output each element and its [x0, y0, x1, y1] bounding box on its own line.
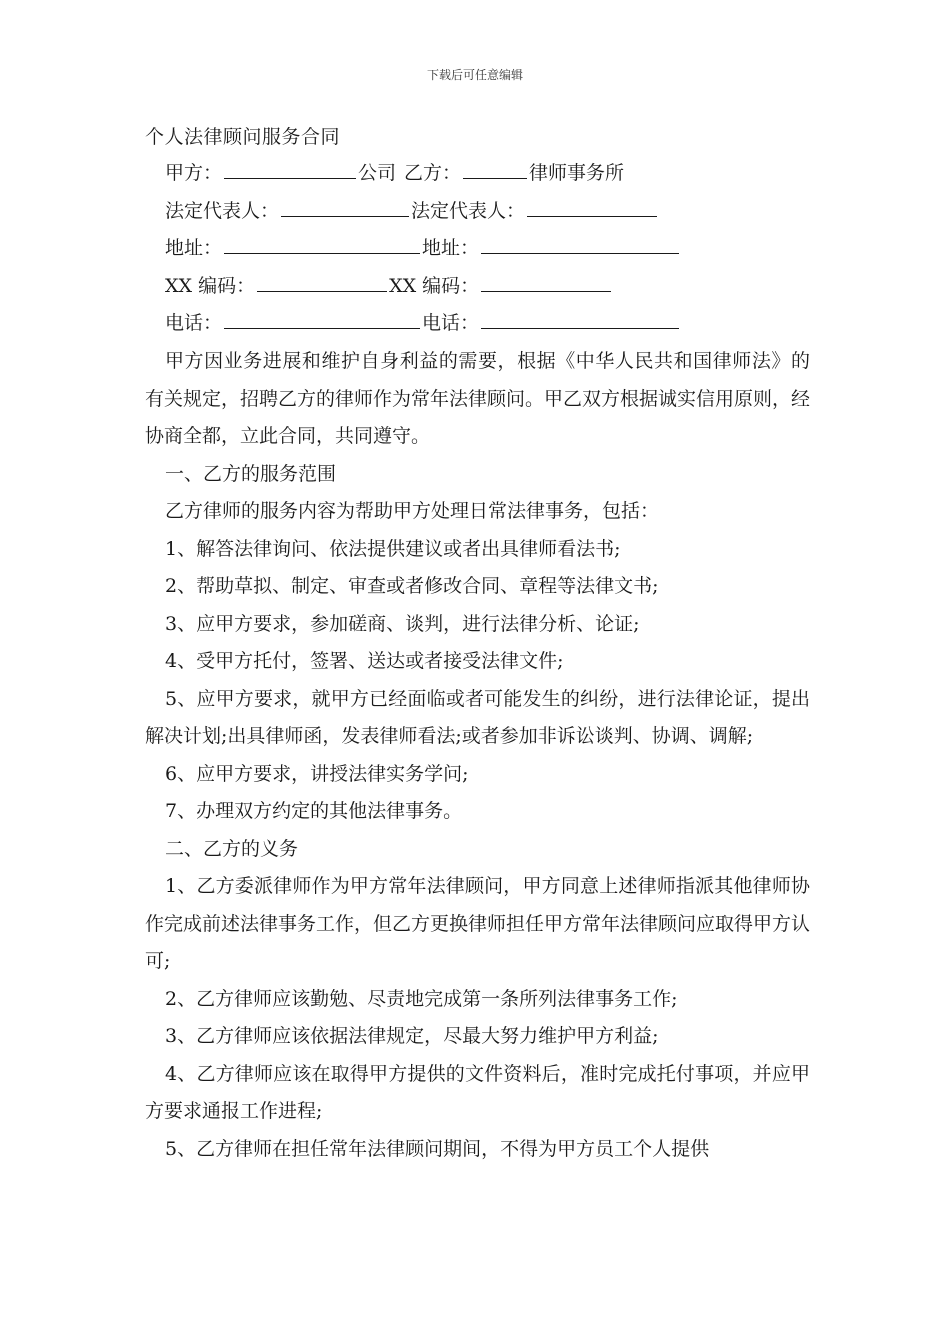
document-title: 个人法律顾问服务合同	[145, 126, 341, 148]
list-item: 1、解答法律询问、依法提供建议或者出具律师看法书;	[165, 537, 621, 560]
paragraph: 甲方因业务进展和维护自身利益的需要，根据《中华人民共和国律师法》的有关规定，招聘乙方的律师作为常年法律顾问。甲乙双方根据诚实信用原则，经协商全都，立此合同，共同遵守。	[145, 350, 811, 447]
paragraph: 乙方律师的服务内容为帮助甲方处理日常法律事务，包括：	[165, 500, 660, 522]
list-item: 2、帮助草拟、制定、审查或者修改合同、章程等法律文书;	[165, 575, 659, 597]
list-item: 2、乙方律师应该勤勉、尽责地完成第一条所列法律事务工作;	[165, 987, 678, 1010]
rep-label-a: 法定代表人：	[165, 200, 280, 222]
list-item: 3、应甲方要求，参加磋商、谈判，进行法律分析、论证;	[165, 612, 640, 635]
rep-b-blank[interactable]	[527, 198, 657, 217]
party-line-names	[165, 158, 624, 185]
list-item: 4、乙方律师应该在取得甲方提供的文件资料后，准时完成托付事项，并应甲方要求通报工作进程;	[145, 1062, 810, 1122]
code-a-blank[interactable]	[257, 273, 387, 292]
party-line-code	[165, 271, 613, 298]
phone-label-b: 电话：	[422, 312, 480, 334]
list-item: 5、乙方律师在担任常年法律顾问期间，不得为甲方员工个人提供	[165, 1137, 710, 1160]
rep-a-blank[interactable]	[281, 198, 409, 217]
code-label-a: XX 编码：	[165, 275, 256, 297]
section-heading: 二、乙方的义务	[165, 837, 299, 860]
list-item: 6、应甲方要求，讲授法律实务学问;	[165, 762, 469, 785]
address-label-a: 地址：	[165, 237, 223, 259]
header-note: 下载后可任意编辑	[426, 68, 523, 82]
address-b-blank[interactable]	[481, 235, 679, 254]
contract-body	[145, 343, 810, 1168]
section-heading: 一、乙方的服务范围	[165, 462, 337, 485]
address-a-blank[interactable]	[224, 235, 420, 254]
rep-label-b: 法定代表人：	[411, 200, 526, 222]
code-b-blank[interactable]	[481, 273, 611, 292]
list-item: 4、受甲方托付，签署、送达或者接受法律文件;	[165, 650, 564, 672]
party-b-blank[interactable]	[463, 160, 527, 179]
phone-b-blank[interactable]	[481, 310, 679, 329]
list-item: 7、办理双方约定的其他法律事务。	[165, 800, 463, 822]
list-item: 5、应甲方要求，就甲方已经面临或者可能发生的纠纷，进行法律论证，提出解决计划;出具律师函，发表律师看法;或者参加非诉讼谈判、协调、调解;	[145, 687, 810, 747]
phone-label-a: 电话：	[165, 312, 223, 334]
code-label-b: XX 编码：	[389, 275, 480, 297]
phone-a-blank[interactable]	[224, 310, 420, 329]
party-a-label: 甲方：	[165, 162, 223, 184]
list-item: 3、乙方律师应该依据法律规定，尽最大努力维护甲方利益;	[165, 1025, 659, 1047]
party-b-label: 乙方：	[404, 162, 462, 184]
list-item: 1、乙方委派律师作为甲方常年法律顾问，甲方同意上述律师指派其他律师协作完成前述法律事务工作，但乙方更换律师担任甲方常年法律顾问应取得甲方认可;	[145, 875, 811, 972]
party-a-blank[interactable]	[224, 160, 356, 179]
party-b-suffix: 律师事务所	[529, 162, 625, 184]
party-a-suffix: 公司	[358, 162, 397, 184]
address-label-b: 地址：	[422, 237, 480, 259]
party-line-representative	[165, 196, 659, 223]
party-line-phone	[165, 308, 681, 335]
party-line-address	[165, 233, 681, 260]
